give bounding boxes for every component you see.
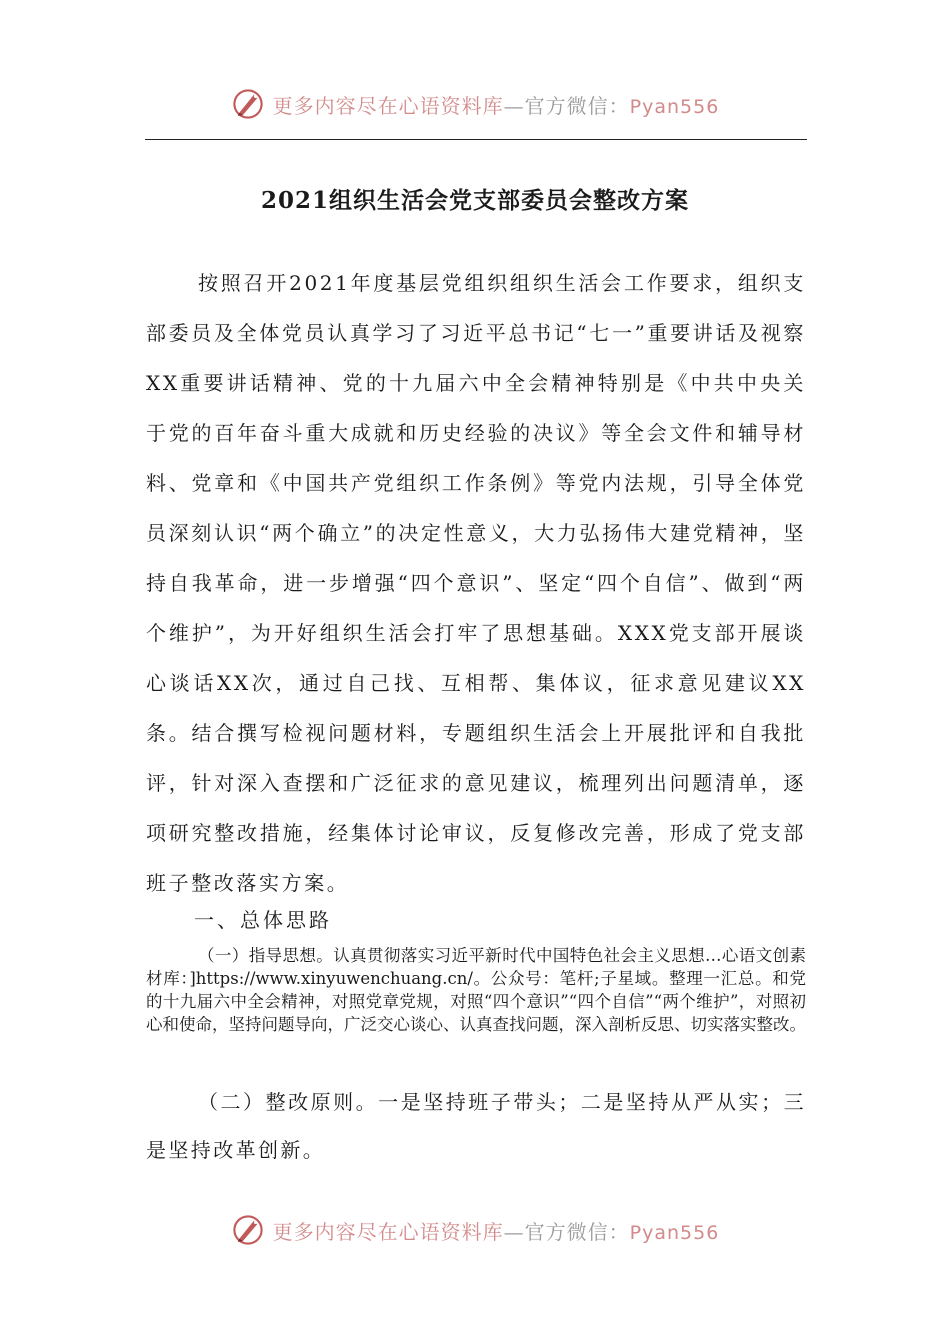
header-divider	[145, 139, 807, 140]
principles-paragraph: （二）整改原则。一是坚持班子带头；二是坚持从严从实；三是坚持改革创新。	[146, 1090, 806, 1162]
footer-banner	[0, 1210, 950, 1250]
pen-logo-icon	[231, 87, 265, 121]
banner-sub-text: —官方微信：	[503, 1219, 630, 1244]
banner-account: Pyan556	[629, 95, 720, 118]
footer-banner-text	[273, 1216, 720, 1245]
banner-sub-text: —官方微信：	[503, 93, 630, 118]
section-heading: 一、总体思路	[194, 908, 332, 932]
banner-account: Pyan556	[629, 1221, 720, 1244]
header-banner	[0, 84, 950, 124]
banner-main-text: 更多内容尽在心语资料库	[272, 1219, 504, 1244]
banner-main-text: 更多内容尽在心语资料库	[272, 93, 504, 118]
guiding-ideology-paragraph: （一）指导思想。认真贯彻落实习近平新时代中国特色社会主义思想…心语文创素材库：]https://www.xinyuwenchuang.cn/。公众号：笔杆;子星域。整理一汇总。和党的十九届六中全会精神，对照党章党规，对照“四个意识”“四个自信”“两个维护”，对照初心和使命，坚持问题导向，广泛交心谈心、认真查找问题，深入剖析反思、切实落实整改。	[146, 946, 806, 1034]
pen-logo-icon	[231, 1213, 265, 1247]
intro-paragraph: 按照召开2021年度基层党组织组织生活会工作要求，组织支部委员及全体党员认真学习了习近平总书记“七一”重要讲话及视察XX重要讲话精神、党的十九届六中全会精神特别是《中共中央关于党的百年奋斗重大成就和历史经验的决议》等全会文件和辅导材料、党章和《中国共产党组织工作条例》等党内法规，引导全体党员深刻认识“两个确立”的决定性意义，大力弘扬伟大建党精神，坚持自我革命，进一步增强“四个意识”、坚定“四个自信”、做到“两个维护”，为开好组织生活会打牢了思想基础。XXX党支部开展谈心谈话XX次，通过自己找、互相帮、集体议，征求意见建议XX条。结合撰写检视问题材料，专题组织生活会上开展批评和自我批评，针对深入查摆和广泛征求的意见建议，梳理列出问题清单，逐项研究整改措施，经集体讨论审议，反复修改完善，形成了党支部班子整改落实方案。	[146, 271, 806, 895]
document-title: 2021组织生活会党支部委员会整改方案	[260, 187, 689, 214]
header-banner-text	[273, 90, 720, 119]
